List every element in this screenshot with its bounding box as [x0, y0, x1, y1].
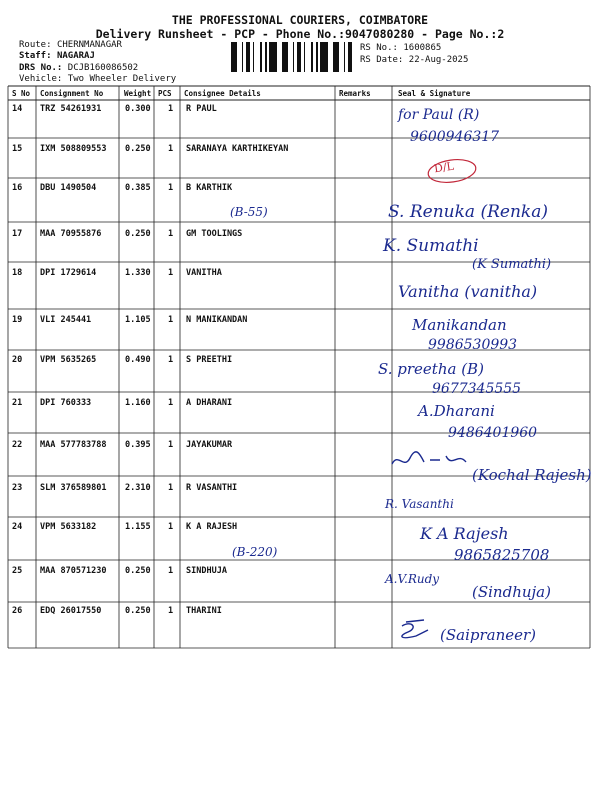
signature-row-18: Vanitha (vanitha)	[398, 282, 538, 301]
rs-no-label: RS No.:	[360, 43, 398, 53]
staff-field	[19, 51, 95, 61]
barcode-bar	[311, 42, 313, 72]
cell-consignment: DPI 1729614	[40, 268, 97, 278]
signature-row-19: Manikandan	[412, 316, 507, 334]
signature-row-21: A.Dharani	[418, 402, 495, 420]
cell-weight: 0.250	[125, 144, 151, 154]
cell-weight: 0.395	[125, 440, 151, 450]
vehicle-value: Two Wheeler Delivery	[67, 74, 177, 84]
cell-pcs: 1	[168, 606, 174, 616]
cell-sno: 25	[12, 566, 23, 576]
rs-date-value: 22-Aug-2025	[408, 55, 469, 65]
cell-pcs: 1	[168, 483, 174, 493]
staff-label: Staff:	[19, 51, 52, 61]
col-header-sno: S No	[12, 89, 31, 98]
phone-row-14: 9600946317	[410, 129, 500, 145]
rs-no-field	[360, 43, 441, 53]
vehicle-label: Vehicle:	[19, 74, 63, 84]
vehicle-field	[19, 74, 176, 84]
cell-consignment: TRZ 54261931	[40, 104, 102, 114]
barcode-bar	[260, 42, 262, 72]
signature-row-24: K A Rajesh	[420, 524, 509, 543]
barcode-bar	[316, 42, 318, 72]
staff-value: NAGARAJ	[56, 51, 95, 61]
barcode-bar	[249, 42, 250, 72]
col-header-signature: Seal & Signature	[398, 89, 471, 98]
cell-consignment: SLM 376589801	[40, 483, 107, 493]
signature-row-14: for Paul (R)	[398, 107, 480, 123]
delivered-mark-row-15: D/L	[433, 159, 455, 176]
col-header-consignee: Consignee Details	[184, 89, 261, 98]
signature2-row-25: (Sindhuja)	[472, 583, 551, 601]
cell-sno: 14	[12, 104, 23, 114]
cell-sno: 24	[12, 522, 23, 532]
cell-sno: 23	[12, 483, 23, 493]
signature-row-22: (Kochal Rajesh)	[472, 466, 592, 484]
barcode-bar	[325, 42, 328, 72]
col-header-remarks: Remarks	[339, 89, 371, 98]
cell-consignment: MAA 70955876	[40, 229, 102, 239]
runsheet-title: Delivery Runsheet - PCP - Phone No.:9047080280 - Page No.:2	[95, 27, 505, 41]
barcode-bar	[351, 42, 352, 72]
drs-label: DRS No.:	[19, 63, 63, 73]
signature2-row-17: (K Sumathi)	[472, 257, 552, 272]
cell-sno: 19	[12, 315, 23, 325]
drs-value: DCJB160086502	[67, 63, 139, 73]
barcode-bar	[304, 42, 305, 72]
phone-row-24: 9865825708	[454, 546, 550, 564]
barcode-bar	[333, 42, 336, 72]
col-header-consignment: Consignment No	[40, 89, 104, 98]
cell-consignment: DPI 760333	[40, 398, 92, 408]
cell-consignee: GM TOOLINGS	[186, 229, 243, 239]
cell-weight: 2.310	[125, 483, 151, 493]
signature-row-23: R. Vasanthi	[385, 497, 454, 511]
cell-sno: 16	[12, 183, 23, 193]
route-value: CHERNMANAGAR	[56, 40, 122, 50]
cell-consignment: MAA 577783788	[40, 440, 107, 450]
phone-row-19: 9986530993	[428, 337, 518, 353]
phone-row-20: 9677345555	[432, 381, 522, 397]
cell-weight: 1.155	[125, 522, 151, 532]
cell-weight: 1.105	[125, 315, 151, 325]
cell-consignee: SINDHUJA	[186, 566, 227, 576]
signature-row-16: S. Renuka (Renka)	[388, 202, 548, 222]
cell-consignment: DBU 1490504	[40, 183, 97, 193]
barcode-bar	[272, 42, 274, 72]
cell-consignee: JAYAKUMAR	[186, 440, 233, 450]
cell-consignment: IXM 508809553	[40, 144, 107, 154]
col-header-pcs: PCS	[158, 89, 172, 98]
cell-weight: 1.330	[125, 268, 151, 278]
cell-pcs: 1	[168, 440, 174, 450]
cell-consignee: R VASANTHI	[186, 483, 238, 493]
cell-consignment: EDQ 26017550	[40, 606, 102, 616]
phone-row-21: 9486401960	[448, 425, 538, 441]
route-field	[19, 40, 122, 50]
barcode-bar	[282, 42, 285, 72]
cell-consignee: R PAUL	[186, 104, 217, 114]
barcode-bar	[269, 42, 272, 72]
barcode-bar	[274, 42, 277, 72]
cell-consignee: B KARTHIK	[186, 183, 233, 193]
signature-row-17: K. Sumathi	[383, 236, 479, 256]
cell-weight: 0.250	[125, 566, 151, 576]
cell-weight: 0.250	[125, 606, 151, 616]
cell-consignee: THARINI	[186, 606, 222, 616]
cell-consignee: VANITHA	[186, 268, 222, 278]
cell-pcs: 1	[168, 355, 174, 365]
cell-pcs: 1	[168, 566, 174, 576]
barcode-bar	[300, 42, 301, 72]
cell-pcs: 1	[168, 144, 174, 154]
cell-sno: 20	[12, 355, 23, 365]
signature-row-20: S. preetha (B)	[378, 360, 484, 378]
cell-consignee: SARANAYA KARTHIKEYAN	[186, 144, 289, 154]
cell-pcs: 1	[168, 183, 174, 193]
cell-consignee: A DHARANI	[186, 398, 233, 408]
cell-sno: 26	[12, 606, 23, 616]
barcode-bar	[265, 42, 267, 72]
cell-consignment: VLI 245441	[40, 315, 92, 325]
signature-row-26: (Saipraneer)	[440, 626, 537, 644]
barcode-bar	[336, 42, 339, 72]
cell-sno: 15	[12, 144, 23, 154]
cell-pcs: 1	[168, 398, 174, 408]
route-label: Route:	[19, 40, 52, 50]
cell-pcs: 1	[168, 268, 174, 278]
cell-sno: 22	[12, 440, 23, 450]
barcode-bar	[285, 42, 288, 72]
cell-consignee: N MANIKANDAN	[186, 315, 248, 325]
company-title: THE PROFESSIONAL COURIERS, COIMBATORE	[171, 13, 429, 27]
rs-no-value: 1600865	[403, 43, 442, 53]
barcode-bar	[293, 42, 294, 72]
barcode-bar	[234, 42, 237, 72]
cell-sno: 21	[12, 398, 23, 408]
barcode	[231, 42, 355, 72]
barcode-bar	[323, 42, 325, 72]
cell-pcs: 1	[168, 315, 174, 325]
barcode-bar	[253, 42, 254, 72]
cell-consignment: MAA 870571230	[40, 566, 107, 576]
cell-sno: 18	[12, 268, 23, 278]
cell-weight: 0.490	[125, 355, 151, 365]
note-row-16: (B-55)	[230, 205, 268, 219]
cell-pcs: 1	[168, 104, 174, 114]
cell-pcs: 1	[168, 229, 174, 239]
cell-consignment: VPM 5633182	[40, 522, 97, 532]
cell-weight: 0.250	[125, 229, 151, 239]
barcode-bar	[320, 42, 323, 72]
cell-weight: 0.385	[125, 183, 151, 193]
barcode-bar	[242, 42, 243, 72]
cell-weight: 0.300	[125, 104, 151, 114]
col-header-weight: Weight	[124, 89, 152, 98]
cell-sno: 17	[12, 229, 23, 239]
scribble-signature-row-26	[398, 618, 434, 644]
cell-consignee: S PREETHI	[186, 355, 233, 365]
stamp-circle-row-15	[426, 158, 486, 188]
barcode-bar	[348, 42, 351, 72]
cell-consignment: VPM 5635265	[40, 355, 97, 365]
drs-field	[19, 63, 138, 73]
barcode-bar	[231, 42, 234, 72]
note-row-24: (B-220)	[232, 545, 278, 559]
rs-date-label: RS Date:	[360, 55, 404, 65]
barcode-bar	[246, 42, 249, 72]
barcode-bar	[297, 42, 300, 72]
signature-row-25: A.V.Rudy	[385, 572, 440, 586]
scribble-signature-row-22	[390, 450, 470, 472]
barcode-bar	[344, 42, 345, 72]
cell-consignee: K A RAJESH	[186, 522, 238, 532]
cell-weight: 1.160	[125, 398, 151, 408]
cell-pcs: 1	[168, 522, 174, 532]
rs-date-field	[360, 55, 468, 65]
